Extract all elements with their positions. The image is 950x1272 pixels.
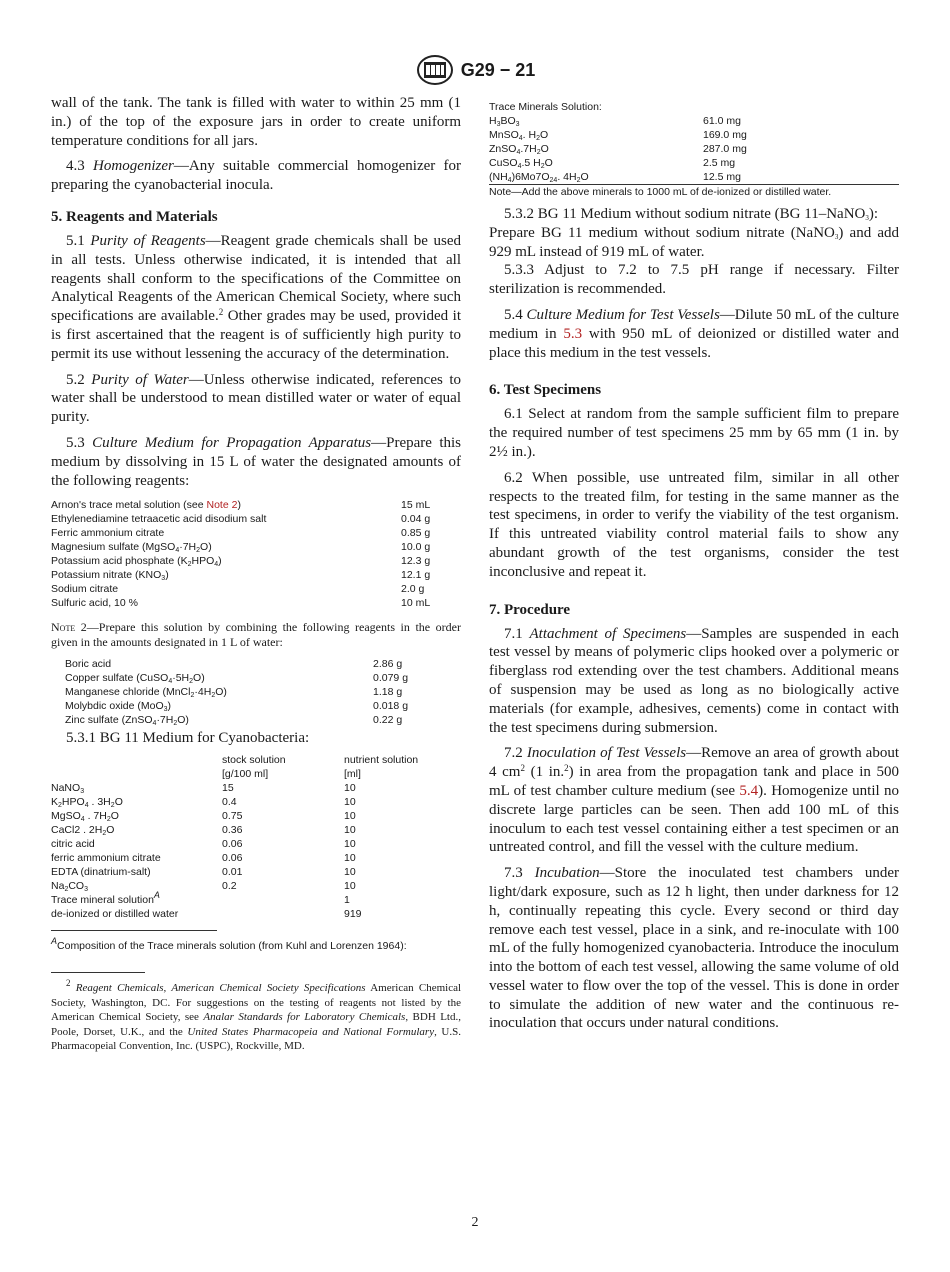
section-5-2: 5.2 Purity of Water—Unless otherwise indicated, references to water shall be understood to mean distilled water or water of equal purity. (51, 371, 461, 426)
table-row: $H_3BO_3$ 61.0 mg (489, 115, 741, 128)
table-row: NaNO$_3$ 15 10 (51, 782, 356, 796)
footnote-divider (51, 972, 145, 973)
table-row: citric acid 0.06 10 (51, 838, 356, 851)
section-5-3-2: 5.3.2 BG 11 Medium without sodium nitrate (BG 11–NaNO$_3$): (504, 206, 879, 222)
section-5-3-1: 5.3.1 BG 11 Medium for Cyanobacteria: (66, 730, 310, 747)
section-6-1: 6.1 Select at random from the sample sufficient film to prepare the required number of test specimens 25 mm by 65 mm (1 in. by 2½ in.). (489, 406, 899, 460)
table-row: $K_2HPO_4$ . $3H_2O$ 0.4 10 (51, 796, 356, 810)
section-5-4-link[interactable]: 5.4 (739, 782, 759, 799)
table-row: Boric acid 2.86 g (65, 658, 403, 671)
table-row: CuSO$_4$.5 $H_2O$ 2.5 mg (489, 157, 736, 170)
table-row: MnSO$_4$. $H_2O$ 169.0 mg (489, 129, 747, 142)
section-5-3-3: 5.3.3 Adjust to 7.2 to 7.5 pH range if necessary. Filter sterilization is recommended. (489, 262, 899, 298)
table-row: Ferric ammonium citrate 0.85 g (51, 527, 431, 540)
astm-logo-icon (415, 54, 455, 86)
heading-section-6: 6. Test Specimens (489, 382, 602, 399)
table-row: CaCl2 . $2H_2O$ 0.36 10 (51, 824, 356, 838)
heading-section-7: 7. Procedure (489, 601, 571, 618)
note-2: Note 2—Prepare this solution by combining the following reagents in the order given in the amounts designated in 1 L of water: (51, 620, 461, 649)
table-row: Copper sulfate $(CuSO_4\cdot 5H_2O)$ 0.079 g (65, 672, 409, 686)
section-7-1: 7.1 Attachment of Specimens—Samples are suspended in each test vessel by means of polymeric clips hooked over a polymeric or fiberglass rod extending over the test chambers. Additional means of suspension may be used as long as no biologically active materials (for example, adhesives, cements) come in contact with the test specimens during submersion. (489, 625, 900, 736)
note-2-link[interactable]: Note 2 (206, 499, 238, 512)
table-footnote-a: $^A$Composition of the Trace minerals solution (from Kuhl and Lorenzen 1964): (51, 936, 407, 953)
table-row: Potassium nitrate $(KNO_3)$ 12.1 g (51, 569, 431, 583)
table-row: Ethylenediamine tetraacetic acid disodium salt 0.04 g (51, 513, 431, 526)
document-designation: G29 − 21 (460, 59, 536, 80)
left-column (51, 94, 461, 1054)
table-row: EDTA (dinatrium-salt) 0.01 10 (51, 866, 356, 879)
section-5-3: 5.3 Culture Medium for Propagation Apparatus—Prepare this medium by dissolving in 15 L of water the designated amounts of the following reagents: (51, 434, 462, 489)
heading-section-5: 5. Reagents and Materials (51, 208, 218, 225)
table-row: Magnesium sulfate $(MgSO_4\cdot 7H_2O)$ 10.0 g (51, 541, 431, 555)
table-row: Trace mineral solution$^A$ 1 (51, 890, 350, 907)
section-5-3-link[interactable]: 5.3 (563, 325, 583, 342)
table-row: Arnon's trace metal solution (see Note 2) 15 mL (51, 499, 431, 512)
trace-minerals-title: Trace Minerals Solution: (489, 101, 602, 113)
table-row: ferric ammonium citrate 0.06 10 (51, 852, 356, 865)
table-header-row: [g/100 ml] [ml] (222, 768, 361, 781)
table-header-row: stock solution nutrient solution (222, 754, 419, 767)
table-row: $(NH_4)6Mo7O_{24}$. $4H_2O$ 12.5 mg (489, 170, 899, 185)
table-row: Sodium citrate 2.0 g (51, 583, 425, 596)
table-row: $ZnSO_4.7H_2O$ 287.0 mg (489, 143, 747, 156)
table-footnote-divider (51, 930, 217, 931)
trace-minerals-table (489, 114, 899, 185)
table-row: Zinc sulfate $(ZnSO_4\cdot 7H_2O)$ 0.22 g (65, 714, 403, 728)
page-header (0, 54, 950, 86)
table-row: Potassium acid phosphate $(K_2HPO_4)$ 12.3 g (51, 555, 431, 569)
paragraph-continuation: wall of the tank. The tank is filled with water to within 25 mm (1 in.) of the top of the exposure jars in order to create uniform temperature conditions for all jars. (51, 95, 461, 149)
section-4-3: 4.3 Homogenizer—Any suitable commercial homogenizer for preparing the cyanobacterial inocula. (51, 158, 462, 194)
table-row: de-ionized or distilled water 919 (51, 908, 362, 921)
table-row: Molybdic oxide (MoO$_3$) 0.018 g (65, 700, 409, 714)
table-row: $Na_2CO_3$ 0.2 10 (51, 880, 356, 894)
right-column (489, 94, 899, 1033)
section-7-2: 7.2 Inoculation of Test Vessels—Remove an area of growth about 4 $cm^2$ (1 in.$^2$) in area from the propagation tank and place in 500 mL of test chamber culture medium (see 5.4). Homogenize until no discrete large particles can be seen. Then add 100 mL of this inoculum to each test vessel containing either a test specimen or an untreated control, and fill the vessel with the culture medium. (489, 745, 900, 856)
trace-minerals-note: Note—Add the above minerals to 1000 mL of de-ionized or distilled water. (489, 186, 832, 198)
section-6-2: 6.2 When possible, use untreated film, similar in all other respects to the treated film, for testing in the same manner as the test specimens, in order to verify the viability of the test organism. If this untreated viability control material fails to show any abundant growth of the test organisms, consider the test inconclusive and repeat it. (489, 469, 899, 580)
table-row: MgSO$_4$ . $7H_2O$ 0.75 10 (51, 810, 356, 824)
section-5-3-2-body: Prepare BG 11 medium without sodium nitrate (NaNO$_3$) and add 929 mL instead of 919 mL of water. (489, 224, 900, 260)
section-7-3: 7.3 Incubation—Store the inoculated test chambers under light/dark exposure, such as 12 h light, then under darkness for 12 h, continually repeating this cycle. Every second or third day remove each test vessel, place in a sink, and re-inoculate with 100 mL of the fully homogenized cyanobacteria. Introduce the inoculum into the bottom of each test vessel, allowing the same volume of old vessel water to flow over the top of the vessel. This is done in order to simulate the addition of new water and the continuous re-inoculation that occurs under natural conditions. (489, 865, 900, 1032)
reagents-table (51, 498, 461, 610)
table-row: Manganese chloride $(MnCl_2\cdot 4H_2O)$ 1.18 g (65, 686, 403, 700)
page-number: 2 (471, 1215, 479, 1230)
section-5-1: 5.1 Purity of Reagents—Reagent grade chemicals shall be used in all tests. Unless otherwise indicated, it is intended that all reagents shall conform to the specifications of the Committee on Analytical Reagents of the American Chemical Society, where such specifications are available.$^2$ Other grades may be used, provided it is first ascertained that the reagent is of sufficiently high purity to permit its use without lessening the accuracy of the determination. (51, 232, 461, 362)
section-5-4: 5.4 Culture Medium for Test Vessels—Dilute 50 mL of the culture medium in 5.3 with 950 mL of deionized or distilled water and place this medium in the test vessels. (489, 306, 900, 361)
bg11-table (51, 753, 461, 921)
note-2-table (65, 657, 461, 727)
table-row: Sulfuric acid, 10 % 10 mL (51, 597, 431, 610)
footnote-2: $^2$ Reagent Chemicals, American Chemical Society Specifications American Chemical Society, Washington, DC. For suggestions on the testing of reagents not listed by the American Chemical Society, see Analar Standards for Laboratory Chemicals, BDH Ltd., Poole, Dorset, U.K., and the United States Pharmacopeia and National Formulary, U.S. Pharmacopeial Convention, Inc. (USPC), Rockville, MD. (51, 978, 462, 1053)
